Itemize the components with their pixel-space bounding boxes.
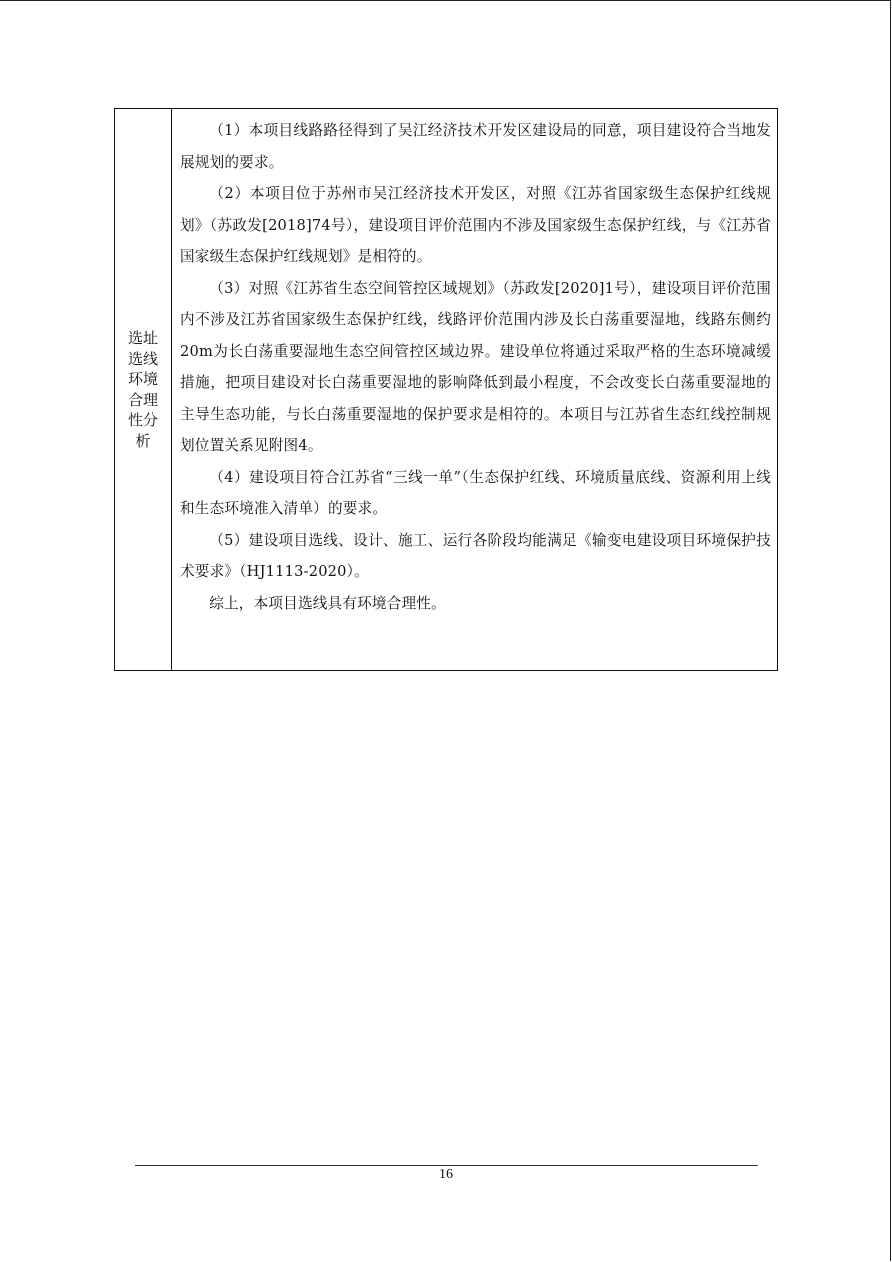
content-cell — [172, 109, 777, 670]
paragraph-3: （3）对照《江苏省生态空间管控区域规划》（苏政发[2020]1号），建设项目评价范围内不涉及江苏省国家级生态保护红线，线路评价范围内涉及长白荡重要湿地，线路东侧约20m为长白荡重要湿地生态空间管控区域边界。建设单位将通过采取严格的生态环境减缓措施，把项目建设对长白荡重要湿地的影响降低到最小程度，不会改变长白荡重要湿地的主导生态功能，与长白荡重要湿地的保护要求是相符的。本项目与江苏省生态红线控制规划位置关系见附图4。 — [180, 279, 771, 454]
row-label: 选址选线环境合理性分析 — [127, 329, 158, 450]
paragraph-4: （4）建设项目符合江苏省“三线一单”（生态保护红线、环境质量底线、资源利用上线和生态环境准入清单）的要求。 — [180, 468, 771, 517]
paragraph-1: （1）本项目线路路径得到了吴江经济技术开发区建设局的同意，项目建设符合当地发展规划的要求。 — [180, 122, 771, 171]
conclusion-paragraph: 综上，本项目选线具有环境合理性。 — [209, 594, 446, 612]
paragraph-2: （2）本项目位于苏州市吴江经济技术开发区，对照《江苏省国家级生态保护红线规划》（苏政发[2018]74号），建设项目评价范围内不涉及国家级生态保护红线，与《江苏省国家级生态保护红线规划》是相符的。 — [180, 185, 771, 265]
page-number: 16 — [439, 1167, 453, 1182]
paragraph-5: （5）建设项目选线、设计、施工、运行各阶段均能满足《输变电建设项目环境保护技术要求》（HJ1113-2020）。 — [180, 531, 771, 580]
analysis-table — [114, 108, 778, 671]
footer-divider — [135, 1165, 758, 1166]
row-label-cell — [115, 109, 172, 670]
